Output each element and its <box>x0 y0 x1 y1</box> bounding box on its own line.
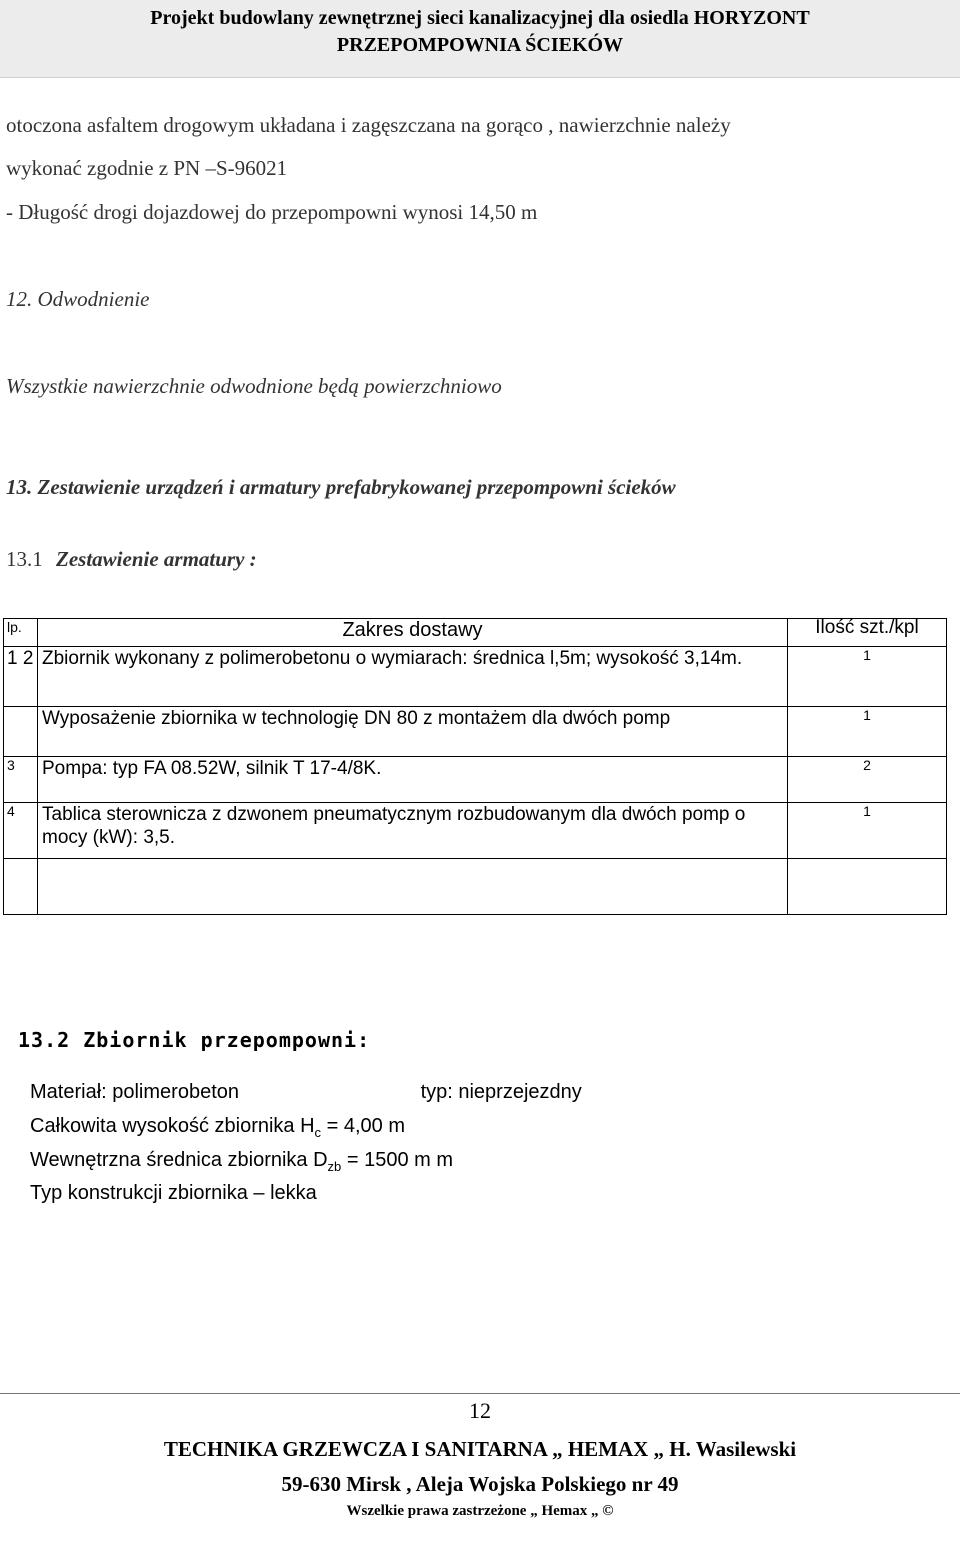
row-description: Zbiornik wykonany z polimerobetonu o wymiarach: średnica l,5m; wysokość 3,14m. <box>38 647 788 707</box>
row-description: Pompa: typ FA 08.52W, silnik T 17-4/8K. <box>38 757 788 803</box>
row-number <box>4 859 38 915</box>
page-header <box>0 0 960 78</box>
table-row <box>4 757 947 803</box>
heading-number: 13.1 <box>6 547 43 571</box>
row-quantity: 1 <box>788 707 947 757</box>
row-quantity <box>788 859 947 915</box>
spec-material-line <box>30 1081 582 1104</box>
paragraph: Wszystkie nawierzchnie odwodnione będą powierzchniowo <box>6 374 502 398</box>
footer-company: TECHNIKA GRZEWCZA I SANITARNA „ HEMAX „ H. Wasilewski <box>163 1437 797 1461</box>
row-description <box>38 859 788 915</box>
spec-height: Całkowita wysokość zbiornika $H_c = 4,00$ m <box>30 1115 405 1140</box>
spec-material: Materiał: polimerobeton <box>30 1081 239 1103</box>
section-heading-13-1 <box>6 547 257 572</box>
paragraph: - Długość drogi dojazdowej do przepompowni wynosi 14,50 m <box>6 200 538 224</box>
spec-type: typ: nieprzejezdny <box>420 1081 582 1103</box>
row-quantity: 1 <box>788 647 947 707</box>
table-row-empty <box>4 859 947 915</box>
col-header-lp: lp. <box>4 619 38 647</box>
table-row <box>4 707 947 757</box>
col-header-qty: Ilość szt./kpl <box>788 619 947 647</box>
section-heading-13-2: 13.2 Zbiornik przepompowni: <box>18 1028 371 1052</box>
footer-address: 59-630 Mirsk , Aleja Wojska Polskiego nr 49 <box>281 1472 679 1496</box>
col-header-scope: Zakres dostawy <box>38 619 788 647</box>
footer-divider <box>0 1393 960 1394</box>
row-description: Wyposażenie zbiornika w technologię DN 80 z montażem dla dwóch pomp <box>38 707 788 757</box>
page-number: 12 <box>469 1398 491 1423</box>
section-heading-13: 13. Zestawienie urządzeń i armatury prefabrykowanej przepompowni ścieków <box>6 475 676 499</box>
table-header-row <box>4 619 947 647</box>
row-quantity: 2 <box>788 757 947 803</box>
row-number <box>4 707 38 757</box>
row-number: 3 <box>4 757 38 803</box>
paragraph: wykonać zgodnie z PN –S-96021 <box>6 156 288 180</box>
header-title: Projekt budowlany zewnętrznej sieci kanalizacyjnej dla osiedla HORYZONT <box>150 7 810 29</box>
equipment-table <box>3 618 947 915</box>
spec-construction: Typ konstrukcji zbiornika – lekka <box>30 1182 317 1204</box>
row-quantity: 1 <box>788 803 947 859</box>
paragraph: otoczona asfaltem drogowym układana i zagęszczana na gorąco , nawierzchnie należy <box>6 113 731 137</box>
section-heading-12: 12. Odwodnienie <box>6 287 150 311</box>
table-row <box>4 803 947 859</box>
table-row <box>4 647 947 707</box>
row-number: 4 <box>4 803 38 859</box>
header-subtitle: PRZEPOMPOWNIA ŚCIEKÓW <box>336 34 624 56</box>
spec-diameter: Wewnętrzna średnica zbiornika $D_{zb} = 1500$ m m <box>30 1149 454 1174</box>
heading-text: Zestawienie armatury : <box>56 547 257 571</box>
row-description: Tablica sterownicza z dzwonem pneumatycznym rozbudowanym dla dwóch pomp o mocy (kW): 3,5. <box>38 803 788 859</box>
footer-rights: Wszelkie prawa zastrzeżone „ Hemax „ © <box>346 1503 614 1519</box>
row-number: 1 2 <box>4 647 38 707</box>
